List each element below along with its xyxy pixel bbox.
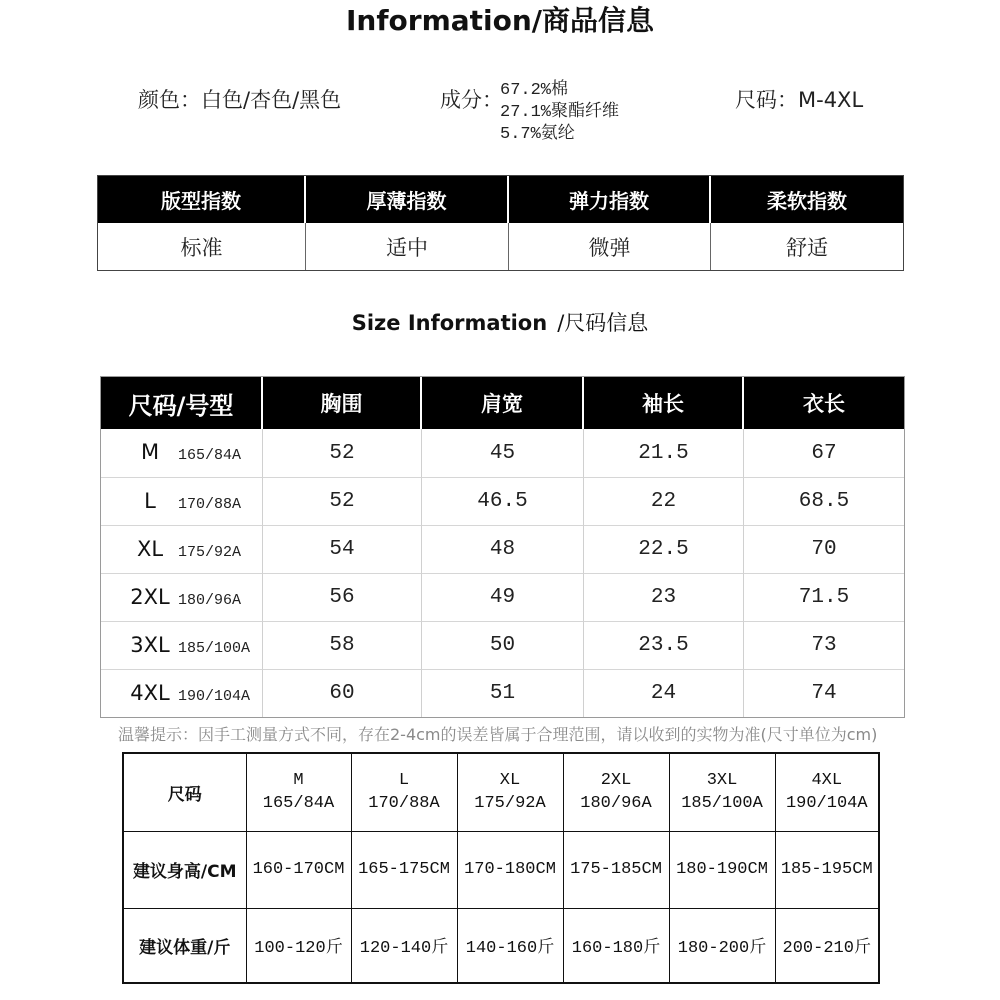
- rec-size: 3XL: [706, 771, 738, 791]
- rec-weight-value: 120-140斤: [351, 908, 457, 983]
- page-title: Information/商品信息: [345, 4, 655, 37]
- composition-item: 27.1%聚酯纤维: [500, 103, 620, 122]
- header-chest: 胸围: [263, 377, 422, 429]
- length-value: 74: [744, 669, 904, 717]
- rec-weight-value: 160-180斤: [563, 908, 669, 983]
- shoulder-value: 48: [422, 525, 584, 573]
- shoulder-value: 46.5: [422, 477, 584, 525]
- rec-weight-value: 140-160斤: [457, 908, 563, 983]
- size-code: 165/84A: [178, 447, 242, 464]
- rec-size: 4XL: [811, 771, 843, 791]
- size-title-en: Size Information: [351, 311, 548, 335]
- rec-size-cell: [775, 753, 879, 831]
- sleeve-value: 22.5: [584, 525, 744, 573]
- rec-size-cell: [457, 753, 563, 831]
- length-value: 68.5: [744, 477, 904, 525]
- index-header-softness: 柔软指数: [711, 176, 903, 223]
- rec-size-label: 尺码: [123, 753, 246, 831]
- composition-item: 5.7%氨纶: [500, 125, 575, 144]
- rec-size-cell: [669, 753, 775, 831]
- size-label: XL: [136, 536, 164, 561]
- size-cell: [101, 477, 263, 525]
- rec-weight-value: 100-120斤: [246, 908, 351, 983]
- rec-size-code: 165/84A: [262, 794, 335, 814]
- length-value: 73: [744, 621, 904, 669]
- rec-weight-row: [123, 908, 879, 983]
- size-cell: [101, 573, 263, 621]
- sleeve-value: 23: [584, 573, 744, 621]
- size-row: [101, 477, 904, 525]
- rec-weight-value: 180-200斤: [669, 908, 775, 983]
- size-title-cn: /尺码信息: [557, 311, 649, 335]
- size-cell: [101, 669, 263, 717]
- rec-size-code: 175/92A: [474, 794, 546, 814]
- rec-size-code: 170/88A: [368, 794, 440, 814]
- shoulder-value: 45: [422, 429, 584, 477]
- rec-size: M: [293, 771, 304, 791]
- chest-value: 56: [263, 573, 422, 621]
- fabric-index-table: [97, 175, 904, 271]
- length-value: 67: [811, 441, 837, 465]
- header-sleeve: 袖长: [584, 377, 744, 429]
- recommendation-table: [122, 752, 880, 984]
- size-cell: [101, 525, 263, 573]
- index-header-elasticity: 弹力指数: [509, 176, 711, 223]
- length-value: 71.5: [744, 573, 904, 621]
- composition-item: 67.2%棉: [500, 81, 569, 100]
- index-header-fit: 版型指数: [98, 176, 306, 223]
- rec-height-value: 180-190CM: [669, 831, 775, 908]
- size-label: 3XL: [130, 632, 170, 657]
- shoulder-value: 51: [422, 669, 584, 717]
- header-size-code: 尺码/号型: [101, 377, 263, 429]
- rec-weight-value: 200-210斤: [775, 908, 879, 983]
- length-value: 70: [744, 525, 904, 573]
- rec-weight-label: 建议体重/斤: [123, 908, 246, 983]
- rec-height-value: 170-180CM: [457, 831, 563, 908]
- size-row: [101, 573, 904, 621]
- rec-size-code: 185/100A: [681, 794, 763, 814]
- rec-height-label: 建议身高/CM: [123, 831, 246, 908]
- shoulder-value: 50: [422, 621, 584, 669]
- index-value-row: [98, 223, 903, 270]
- index-header-thickness: 厚薄指数: [306, 176, 509, 223]
- rec-height-value: 175-185CM: [563, 831, 669, 908]
- sleeve-value: 23.5: [584, 621, 744, 669]
- rec-size: XL: [499, 771, 521, 791]
- header-shoulder: 肩宽: [422, 377, 584, 429]
- size-row: [101, 621, 904, 669]
- chest-value: 54: [263, 525, 422, 573]
- shoulder-value: 49: [422, 573, 584, 621]
- rec-height-value: 165-175CM: [351, 831, 457, 908]
- rec-size-code: 180/96A: [580, 794, 652, 814]
- size-code: 170/88A: [178, 495, 242, 513]
- rec-height-value: 160-170CM: [246, 831, 351, 908]
- rec-size-cell: [246, 753, 351, 831]
- chest-value: 52: [263, 429, 422, 477]
- color-spec: 颜色：白色/杏色/黑色: [138, 88, 342, 112]
- size-code: 190/104A: [178, 687, 251, 705]
- sleeve-value: 22: [584, 477, 744, 525]
- composition-label: 成分：: [440, 88, 503, 112]
- size-measurement-table: [100, 376, 905, 718]
- rec-size-cell: [563, 753, 669, 831]
- rec-size: L: [398, 771, 410, 791]
- chest-value: 52: [263, 477, 422, 525]
- index-header-row: [98, 176, 903, 223]
- size-label: 4XL: [130, 680, 170, 705]
- header-length: 衣长: [744, 377, 904, 429]
- rec-height-value: 185-195CM: [775, 831, 879, 908]
- size-code: 175/92A: [178, 543, 242, 561]
- size-label: L: [144, 488, 156, 513]
- chest-value: 60: [263, 669, 422, 717]
- size-header-row: [101, 377, 904, 429]
- index-value-elasticity: 微弹: [509, 223, 711, 270]
- measurement-note: 温馨提示：因手工测量方式不同，存在2-4cm的误差皆属于合理范围，请以收到的实物为准(尺寸单位为cm): [118, 725, 878, 744]
- rec-size-code: 190/104A: [785, 794, 868, 814]
- index-value-fit: 标准: [98, 223, 306, 270]
- size-cell: [101, 429, 263, 477]
- size-row: [101, 525, 904, 573]
- rec-size-row: [123, 753, 879, 831]
- size-code: 185/100A: [178, 639, 251, 657]
- size-row: [101, 429, 904, 477]
- index-value-thickness: 适中: [306, 223, 509, 270]
- size-code: 180/96A: [178, 591, 242, 609]
- size-label: 2XL: [130, 584, 170, 609]
- size-label: M: [140, 440, 160, 464]
- sleeve-value: 21.5: [584, 429, 744, 477]
- rec-size-cell: [351, 753, 457, 831]
- size-row: [101, 669, 904, 717]
- rec-height-row: [123, 831, 879, 908]
- index-value-softness: 舒适: [786, 235, 828, 260]
- chest-value: 58: [263, 621, 422, 669]
- composition-list: [500, 80, 619, 146]
- size-range-spec: 尺码：M-4XL: [735, 88, 864, 112]
- size-cell: [101, 621, 263, 669]
- size-section-title: [0, 308, 1000, 338]
- sleeve-value: 24: [584, 669, 744, 717]
- rec-size: 2XL: [600, 771, 632, 791]
